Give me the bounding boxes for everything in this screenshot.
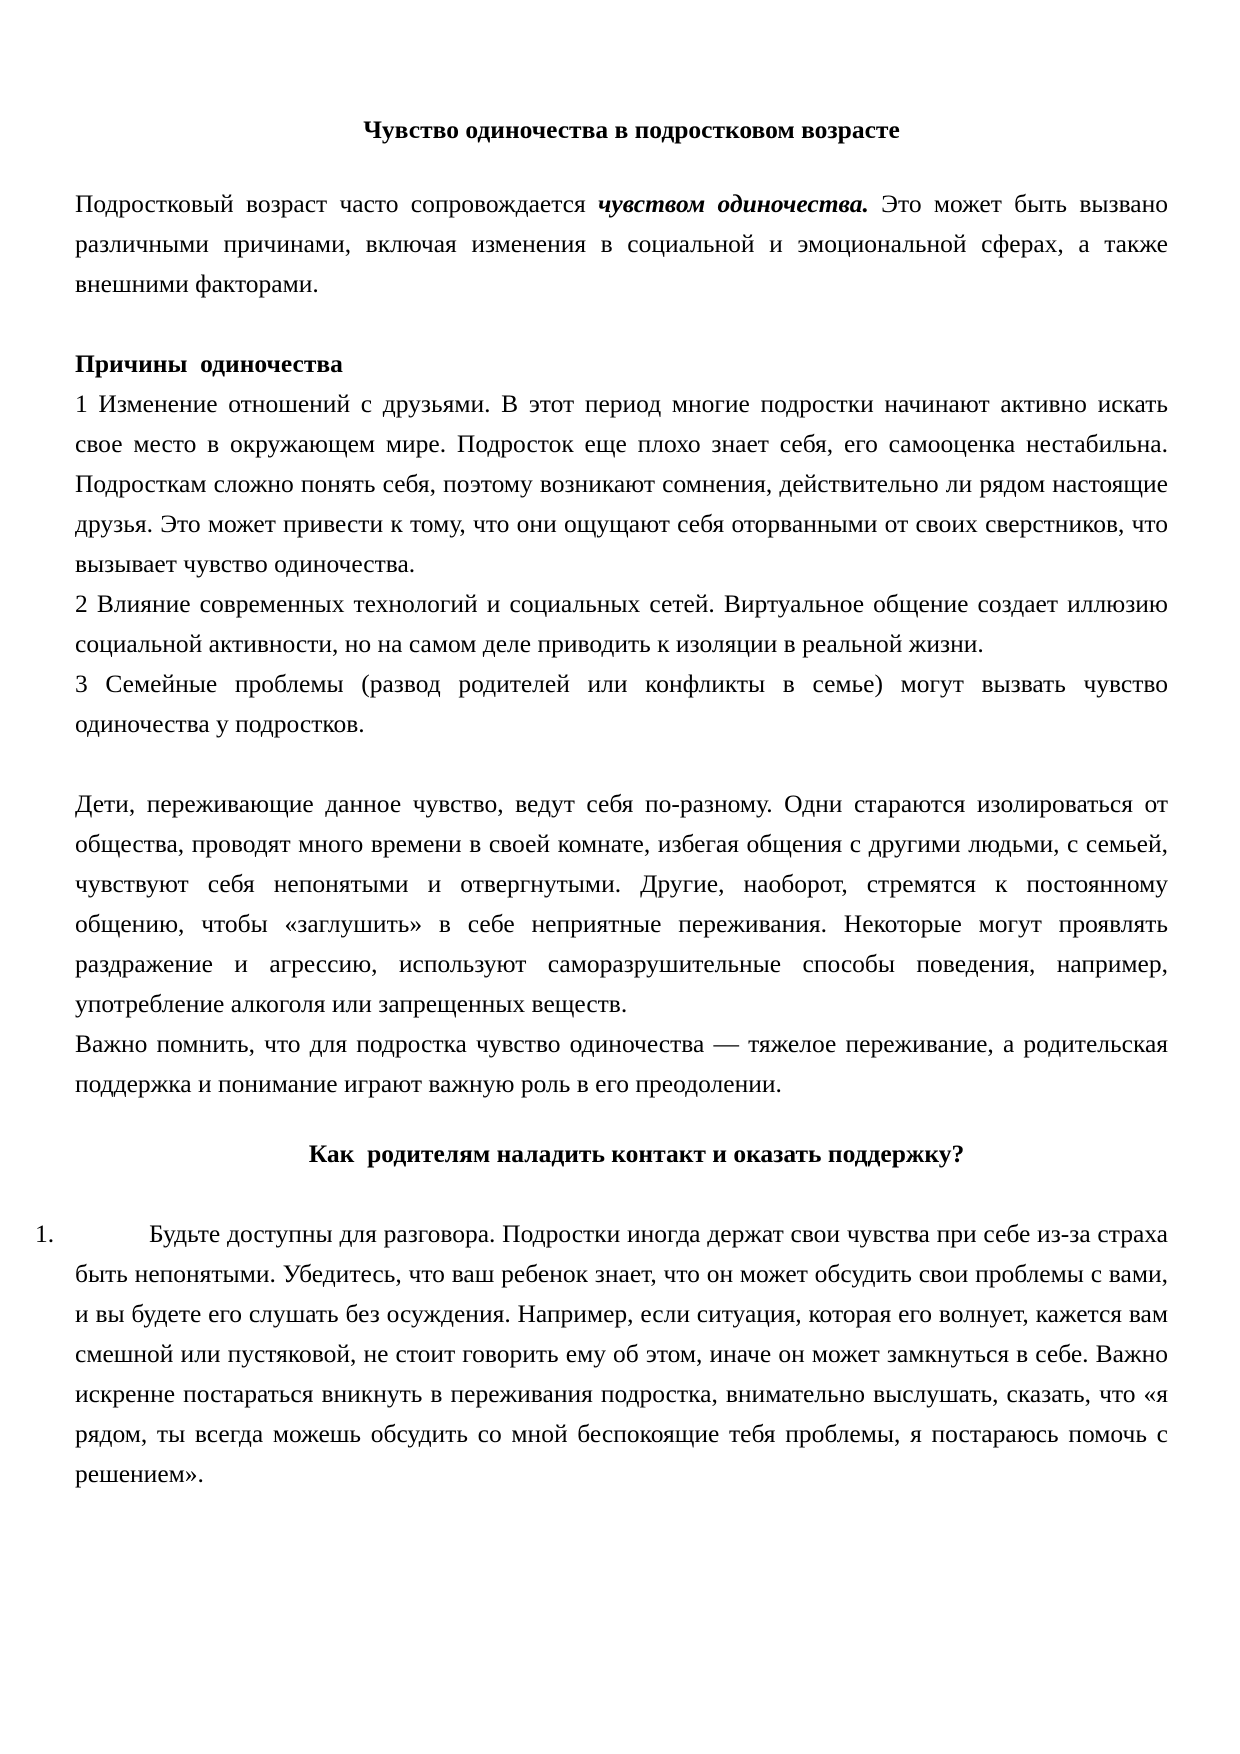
parents-heading: Как родителям наладить контакт и оказать поддержку?	[308, 1139, 965, 1168]
intro-text-start: Подростковый возраст часто сопровождается	[75, 189, 599, 218]
cause-item-2: 2 Влияние современных технологий и социальных сетей. Виртуальное общение создает иллюзию социальной активности, но на самом деле приводить к изоляции в реальной жизни.	[75, 589, 1168, 658]
cause-item-3: 3 Семейные проблемы (развод родителей или конфликты в семье) могут вызвать чувство одиночества у подростков.	[75, 669, 1168, 738]
causes-heading: Причины одиночества	[75, 349, 343, 378]
list-item	[35, 1214, 1168, 1494]
parents-advice-list	[35, 1214, 1168, 1494]
list-item-text: Будьте доступны для разговора. Подростки иногда держат свои чувства при себе из-за страха быть непонятыми. Убедитесь, что ваш ребенок знает, что он может обсудить свои проблемы с вами, и вы будете его слушать без осуждения. Например, если ситуация, которая его волнует, кажется вам смешной или пустяковой, не стоит говорить ему об этом, иначе он может замкнуться в себе. Важно искренне постараться вникнуть в переживания подростка, внимательно выслушать, сказать, что «я рядом, ты всегда можешь обсудить со мной беспокоящие тебя проблемы, я постараюсь помочь с решением».	[75, 1219, 1168, 1488]
document-title: Чувство одиночества в подростковом возрасте	[363, 115, 900, 144]
behavior-paragraph: Дети, переживающие данное чувство, ведут себя по-разному. Одни стараются изолироваться от общества, проводят много времени в своей комнате, избегая общения с другими людьми, с семьей, чувствуют себя непонятыми и отвергнутыми. Другие, наоборот, стремятся к постоянному общению, чтобы «заглушить» в себе неприятные переживания. Некоторые могут проявлять раздражение и агрессию, используют саморазрушительные способы поведения, например, употребление алкоголя или запрещенных веществ.	[75, 789, 1168, 1018]
intro-text-end: Это может быть вызвано различными причинами, включая изменения в социальной и эмоциональной сферах, а также внешними факторами.	[75, 189, 1168, 298]
important-paragraph: Важно помнить, что для подростка чувство одиночества — тяжелое переживание, а родительская поддержка и понимание играют важную роль в его преодолении.	[75, 1029, 1168, 1098]
list-item-number: 1.	[35, 1219, 55, 1248]
intro-emphasis: чувством одиночества.	[598, 189, 869, 218]
intro-paragraph	[75, 184, 1168, 304]
cause-item-1: 1 Изменение отношений с друзьями. В этот период многие подростки начинают активно искать свое место в окружающем мире. Подросток еще плохо знает себя, его самооценка нестабильна. Подросткам сложно понять себя, поэтому возникают сомнения, действительно ли рядом настоящие друзья. Это может привести к тому, что они ощущают себя оторванными от своих сверстников, что вызывает чувство одиночества.	[75, 389, 1168, 578]
